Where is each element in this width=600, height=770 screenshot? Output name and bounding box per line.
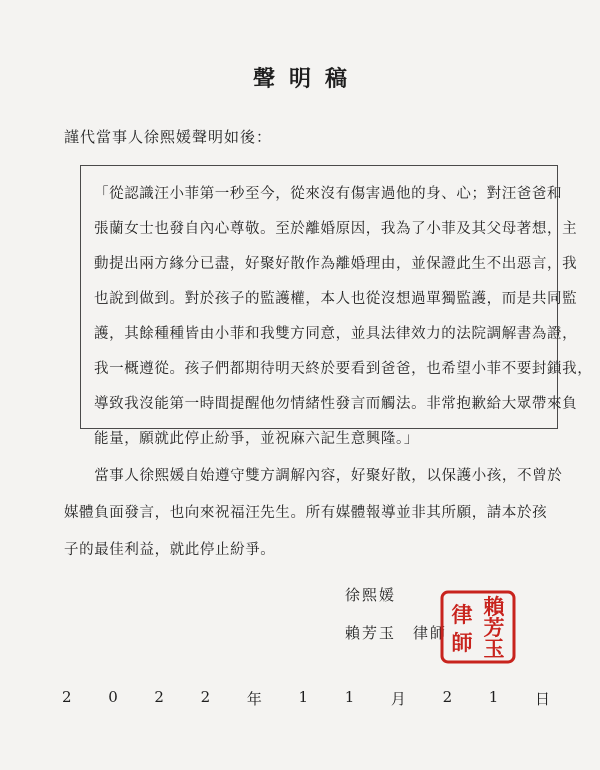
seal-char: 賴 [483,594,505,619]
signature-lawyer: 賴芳玉 律師 [345,624,448,642]
date-char: 2 [154,688,164,706]
seal-char: 玉 [483,636,505,661]
document-title: 聲明稿 [252,66,361,92]
intro-line: 謹代當事人徐熙媛聲明如後： [64,128,273,146]
date-char: 2 [442,688,453,706]
seal-char: 律 [451,602,473,627]
paragraph-line: 媒體負面發言，也向來祝福汪先生。所有媒體報導並非其所願，請本於孩 [64,505,548,521]
date-char: 日 [534,690,550,708]
date-char: 1 [298,688,309,706]
paragraph-line: 當事人徐熙媛自始遵守雙方調解內容，好聚好散，以保護小孩，不曾於 [64,468,563,484]
statement-paragraph [64,458,564,569]
quote-line: 動提出兩方緣分已盡，好聚好散作為離婚理由，並保證此生不出惡言，我 [94,256,578,272]
lawyer-seal-stamp [440,590,516,664]
quote-line: 我一概遵從。孩子們都期待明天終於要看到爸爸，也希望小菲不要封鎖我， [94,361,593,377]
quote-line: 能量，願就此停止紛爭，並祝麻六記生意興隆。」 [94,431,419,447]
date-char: 1 [344,688,355,706]
quote-box [80,165,593,447]
signature-name: 徐熙媛 [345,586,397,604]
quote-line: 護，其餘種種皆由小菲和我雙方同意，並具法律效力的法院調解書為證， [94,326,578,342]
date-char: 年 [246,690,262,708]
quote-line: 也說到做到。對於孩子的監護權，本人也從沒想過單獨監護，而是共同監 [94,291,578,307]
date-char: 0 [108,688,118,706]
date-char: 1 [488,688,499,706]
date-char: 2 [62,688,72,706]
quote-line: 導致我沒能第一時間提醒他勿情緒性發言而觸法。非常抱歉給大眾帶來負 [94,396,578,412]
date-char: 2 [200,688,211,706]
date-char: 月 [390,690,406,708]
quote-line: 張蘭女士也發自內心尊敬。至於離婚原因，我為了小菲及其父母著想，主 [94,221,578,237]
seal-char: 芳 [483,615,505,640]
paragraph-line: 子的最佳利益，就此停止紛爭。 [64,542,276,558]
seal-char: 師 [451,630,473,655]
quote-line: 「從認識汪小菲第一秒至今，從來沒有傷害過他的身、心；對汪爸爸和 [94,186,563,202]
date-line [62,688,550,709]
quote-text [94,177,593,457]
